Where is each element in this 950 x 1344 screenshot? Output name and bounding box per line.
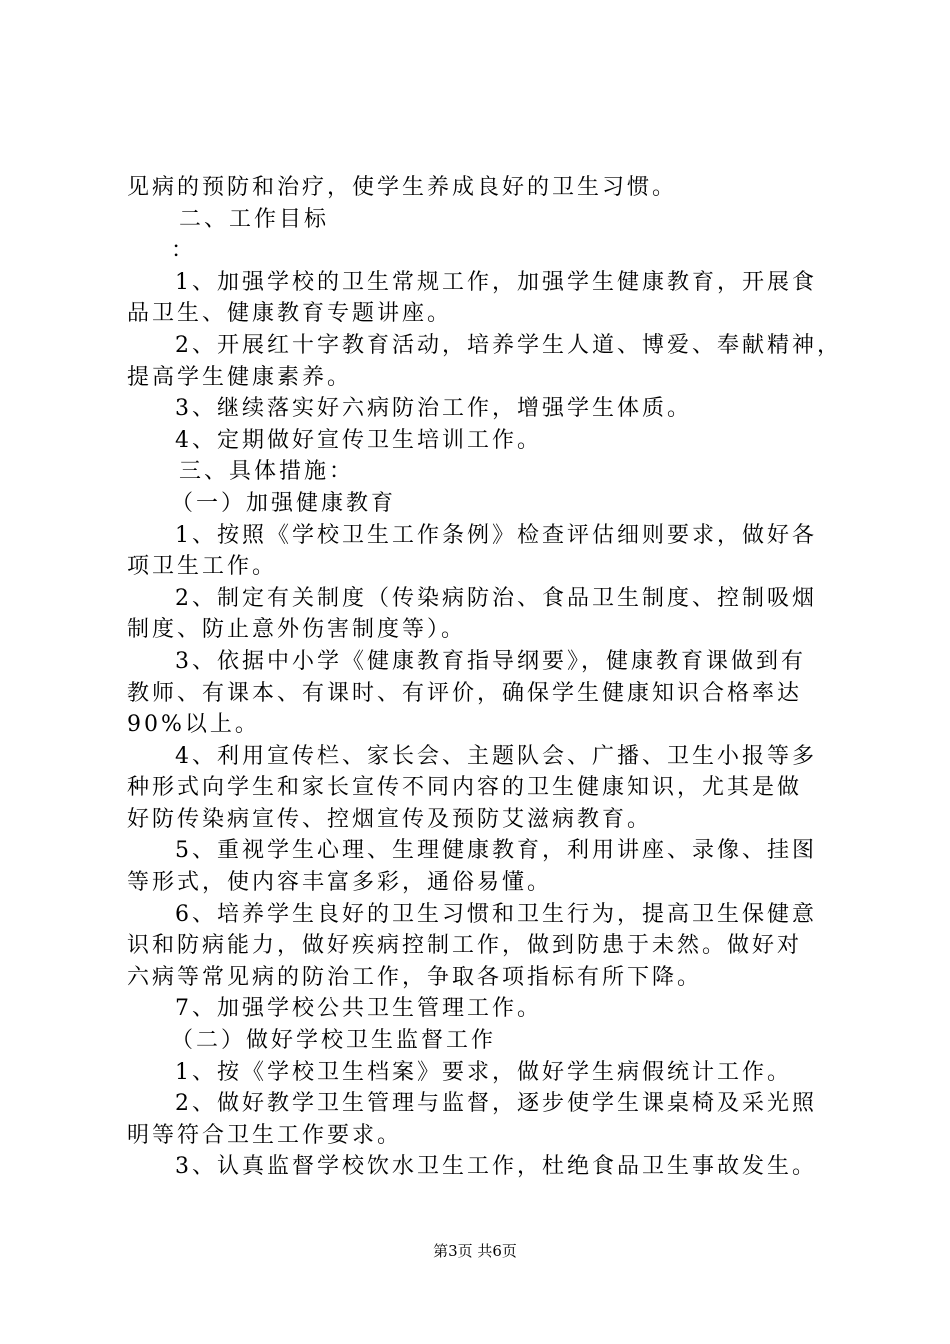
text-line: 7、加强学校公共卫生管理工作。 bbox=[175, 996, 542, 1022]
text-line: 3、继续落实好六病防治工作，增强学生体质。 bbox=[175, 396, 692, 422]
text-line: 1、加强学校的卫生常规工作，加强学生健康教育，开展食 bbox=[175, 269, 817, 295]
text-line: 制度、防止意外伤害制度等）。 bbox=[127, 617, 467, 643]
text-line: 3、依据中小学《健康教育指导纲要》，健康教育课做到有 bbox=[175, 648, 806, 674]
text-line: 5、重视学生心理、生理健康教育，利用讲座、录像、挂图 bbox=[175, 838, 817, 864]
text-line: 六病等常见病的防治工作，争取各项指标有所下降。 bbox=[127, 964, 703, 990]
text-line: 见病的预防和治疗，使学生养成良好的卫生习惯。 bbox=[127, 175, 678, 200]
text-line: （二）做好学校卫生监督工作 bbox=[171, 1028, 497, 1054]
text-line: 等形式，使内容丰富多彩，通俗易懂。 bbox=[127, 870, 553, 896]
text-line: 4、利用宣传栏、家长会、主题队会、广播、卫生小报等多 bbox=[175, 743, 817, 769]
text-line: 项卫生工作。 bbox=[127, 554, 278, 580]
text-line: 好防传染病宣传、控烟宣传及预防艾滋病教育。 bbox=[127, 806, 653, 832]
text-line: 1、按照《学校卫生工作条例》检查评估细则要求，做好各 bbox=[175, 522, 817, 548]
text-line: 识和防病能力，做好疾病控制工作，做到防患于未然。做好对 bbox=[127, 933, 803, 959]
text-line: ： bbox=[171, 238, 197, 264]
text-line: 明等符合卫生工作要求。 bbox=[127, 1122, 403, 1148]
page-footer: 第3页 共6页 bbox=[433, 1242, 517, 1260]
text-line: （一）加强健康教育 bbox=[171, 490, 397, 516]
text-line: 2、做好教学卫生管理与监督，逐步使学生课桌椅及采光照 bbox=[175, 1091, 817, 1117]
text-line: 教师、有课本、有课时、有评价，确保学生健康知识合格率达 bbox=[127, 680, 803, 706]
text-line: 4、定期做好宣传卫生培训工作。 bbox=[175, 427, 542, 453]
text-line: 提高学生健康素养。 bbox=[127, 364, 353, 390]
text-line: 2、开展红十字教育活动，培养学生人道、博爱、奉献精神， bbox=[175, 332, 842, 358]
document-body bbox=[127, 172, 847, 1183]
text-line: 1、按《学校卫生档案》要求，做好学生病假统计工作。 bbox=[175, 1059, 792, 1085]
text-line: 品卫生、健康教育专题讲座。 bbox=[127, 301, 453, 327]
text-line: 6、培养学生良好的卫生习惯和卫生行为，提高卫生保健意 bbox=[175, 901, 817, 927]
text-line: 三、具体措施： bbox=[179, 459, 355, 485]
text-line: 2、制定有关制度（传染病防治、食品卫生制度、控制吸烟 bbox=[175, 585, 817, 611]
text-line: 二、工作目标 bbox=[179, 206, 330, 232]
text-line: 3、认真监督学校饮水卫生工作，杜绝食品卫生事故发生。 bbox=[175, 1154, 817, 1180]
text-line: 种形式向学生和家长宣传不同内容的卫生健康知识，尤其是做 bbox=[127, 775, 803, 801]
text-line: 90%以上。 bbox=[127, 712, 260, 738]
